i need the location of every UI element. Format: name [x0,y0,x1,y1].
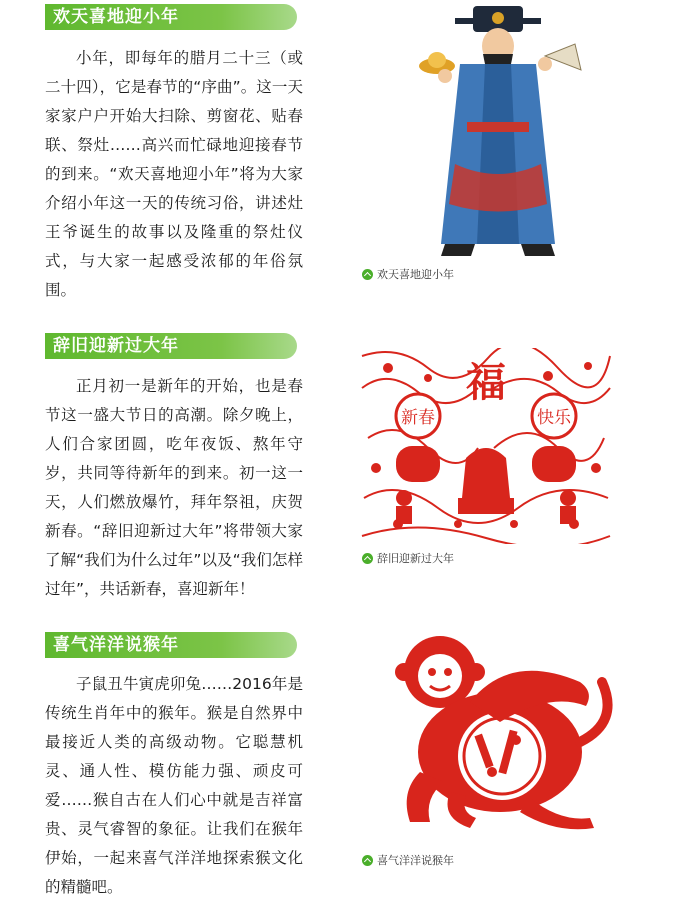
section-3-title: 喜气洋洋说猴年 [45,632,297,658]
section-2-body: 正月初一是新年的开始，也是春节这一盛大节日的高潮。除夕晚上，人们合家团圆，吃年夜饭、熬年守岁，共同等待新年的到来。初一这一天，人们燃放爆竹，拜年祭祖，庆贺新春。“辞旧迎新过大年”将带领大家了解“我们为什么过年”以及“我们怎样过年”，共话新春，喜迎新年！ [45,377,303,598]
papercut-right-text: 快乐 [537,408,571,428]
section-1-title: 欢天喜地迎小年 [45,4,297,30]
papercut-monkey-illustration [380,622,615,837]
caption-icon [362,269,373,280]
section-2-caption [362,550,454,566]
papercut-left-text: 新春 [401,408,435,428]
section-2-title: 辞旧迎新过大年 [45,333,297,359]
section-1-caption-text: 欢天喜地迎小年 [377,268,454,281]
caption-icon [362,553,373,564]
section-3-body: 子鼠丑牛寅虎卯兔……2016年是传统生肖年中的猴年。猴是自然界中最接近人类的高级动物。它聪慧机灵、通人性、模仿能力强、顽皮可爱……猴自古在人们心中就是吉祥富贵、灵气睿智的象征。让我们在猴年伊始，一起来喜气洋洋地探索猴文化的精髓吧。 [45,675,303,896]
section-3-caption-text: 喜气洋洋说猴年 [377,854,454,867]
caption-icon [362,855,373,866]
papercut-fu-char: 福 [466,359,506,406]
section-2-caption-text: 辞旧迎新过大年 [377,552,454,565]
papercut-fu-illustration [358,348,614,544]
section-3-caption [362,852,454,868]
kitchen-god-illustration [415,4,585,260]
section-1-body: 小年，即每年的腊月二十三（或二十四），它是春节的“序曲”。这一天家家户户开始大扫除、剪窗花、贴春联、祭灶……高兴而忙碌地迎接春节的到来。“欢天喜地迎小年”将为大家介绍小年这一天的传统习俗，讲述灶王爷诞生的故事以及隆重的祭灶仪式，与大家一起感受浓郁的年俗氛围。 [45,49,303,299]
section-1-caption [362,266,454,282]
